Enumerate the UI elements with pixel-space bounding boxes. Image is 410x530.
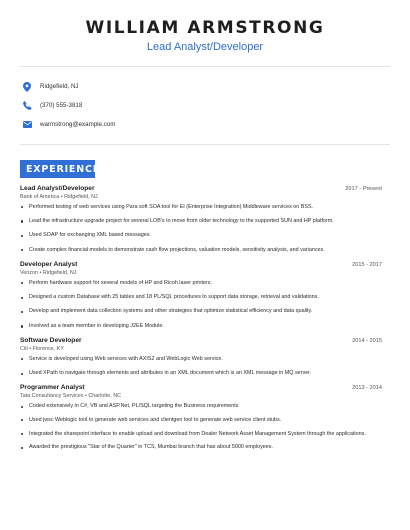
job-bullet: Used XPath to navigate through elements and attributes in an XML document which is an XML message in MQ server. <box>20 370 382 377</box>
experience-heading-bar <box>20 160 101 178</box>
resume-header <box>0 0 410 54</box>
job-entry <box>20 185 382 254</box>
job-bullet: Lead the infrastructure upgrade project for several LOB's to move from older technology to the supported SUN and HP platform. <box>20 218 382 225</box>
job-bullets <box>20 403 382 452</box>
job-bullet: Develop and implement data collection systems and other strategies that optimize statistical efficiency and data quality. <box>20 308 382 315</box>
job-bullets <box>20 356 382 378</box>
job-bullet: Performed testing of web services using Para soft SOA tool for EI (Enterprise Integration) Middleware services on BSS. <box>20 204 382 211</box>
job-head <box>20 185 382 192</box>
job-bullet: Awarded the prestigious "Star of the Quarter" in TCS, Mumbai branch that has about 5000 employees. <box>20 444 382 451</box>
job-head <box>20 384 382 391</box>
job-bullets <box>20 280 382 330</box>
job-title: Developer Analyst <box>20 261 78 269</box>
contact-location-text: Ridgefield, NJ <box>40 83 79 90</box>
contact-email <box>22 115 388 134</box>
job-entry <box>20 384 382 451</box>
job-bullet: Integrated the sharepoint interface to enable upload and download from Dealer Network Asset Management System through the applications. <box>20 431 382 438</box>
job-bullets <box>20 204 382 254</box>
contact-phone-text: (370) 555-3818 <box>40 102 83 109</box>
location-pin-icon <box>22 82 32 92</box>
job-dates: 2014 - 2015 <box>352 338 382 345</box>
job-dates: 2013 - 2014 <box>352 385 382 392</box>
job-bullet: Used jwsc Weblogic tool to generate web services and clientgen tool to generate web service client stubs. <box>20 417 382 424</box>
job-company: Citi • Florence, KY <box>20 345 64 352</box>
job-bullet: Designed a custom Database with 25 tables and 18 PL/SQL procedures to support data storage, retrieval and validations. <box>20 294 382 301</box>
contact-location <box>22 77 388 96</box>
job-title: Software Developer <box>20 337 82 345</box>
candidate-title: Lead Analyst/Developer <box>146 41 264 53</box>
experience-list <box>0 185 410 452</box>
job-bullet: Service is developed using Web services with AXIS2 and WebLogic Web service. <box>20 356 382 363</box>
job-bullet: Create complex financial models to demonstrate cash flow projections, valuation models, sensitivity analysis, and variances. <box>20 247 382 254</box>
job-entry <box>20 261 382 330</box>
job-company: Tata Consultancy Services • Charlotte, NC <box>20 392 122 399</box>
job-company: Verizon • Ridgefield, NJ <box>20 269 77 276</box>
experience-heading: EXPERIENCE <box>26 163 101 175</box>
job-dates: 2015 - 2017 <box>352 262 382 269</box>
job-title: Lead Analyst/Developer <box>20 185 95 192</box>
contact-list <box>0 67 410 134</box>
contact-phone <box>22 96 388 115</box>
job-company: Bank of America • Ridgefield, NJ <box>20 193 98 200</box>
email-icon <box>22 120 32 130</box>
candidate-name: WILLIAM ARMSTRONG <box>85 18 325 38</box>
job-head <box>20 337 382 344</box>
job-bullet: Involved as a team member in developing J2EE Module. <box>20 323 382 330</box>
job-entry <box>20 337 382 377</box>
phone-icon <box>22 101 32 111</box>
job-bullet: Perform hardware support for several models of HP and Ricoh laser printers. <box>20 280 382 287</box>
job-head <box>20 261 382 268</box>
contact-divider <box>20 144 390 145</box>
job-bullet: Coded extensively in C#, VB and ASP.Net, PL/SQL targeting the Business requirements <box>20 403 382 410</box>
job-dates: 2017 - Present <box>345 186 382 192</box>
contact-email-text: warmstrong@example.com <box>40 121 116 128</box>
job-title: Programmer Analyst <box>20 384 85 392</box>
job-bullet: Used SOAP for exchanging XML based messages. <box>20 232 382 239</box>
